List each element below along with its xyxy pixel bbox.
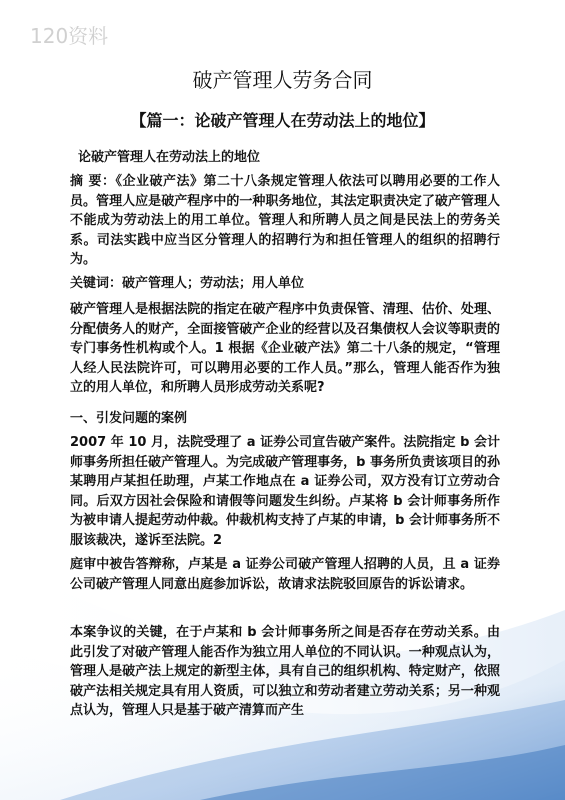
abstract-paragraph: 摘 要：《企业破产法》第二十八条规定管理人依法可以聘用必要的工作人员。管理人应是破产程序中的一种职务地位，其法定职责决定了破产管理人不能成为劳动法上的用工单位。管理人和所聘人员之间是民法上的劳务关系。司法实践中应当区分管理人的招聘行为和担任管理人的组织的招聘行为。 (70, 174, 500, 268)
keywords-paragraph: 关键词：破产管理人；劳动法；用人单位 (70, 276, 305, 291)
trial-paragraph: 庭审中被告答辩称，卢某是 a 证券公司破产管理人招聘的人员，且 a 证券公司破产管理人同意出庭参加诉讼，故请求法院驳回原告的诉讼请求。 (70, 557, 500, 592)
case-paragraph: 2007 年 10 月，法院受理了 a 证券公司宣告破产案件。法院指定 b 会计师事务所担任破产管理人。为完成破产管理事务，b 事务所负责该项目的孙某聘用卢某担任助理，卢某工作地点在 a 证券公司，双方没有订立劳动合同。后双方因社会保险和请假等问题发生纠纷。卢某将 b 会计师事务所作为被申请人提起劳动仲裁。仲裁机构支持了卢某的申请，b 会计师事务所不服该裁决，遂诉至法院。2 (70, 435, 500, 548)
section-heading: 一、引发问题的案例 (70, 411, 188, 426)
article-heading: 论破产管理人在劳动法上的地位 (78, 150, 261, 165)
intro-paragraph: 破产管理人是根据法院的指定在破产程序中负责保管、清理、估价、处理、分配债务人的财产，全面接管破产企业的经营以及召集债权人会议等职责的专门事务性机构或个人。1 根据《企业破产法》第二十八条的规定，“管理人经人民法院许可，可以聘用必要的工作人员。”那么，管理人能否作为独立的用人单位，和所聘人员形成劳动关系呢? (70, 302, 500, 396)
document-title: 破产管理人劳务合同 (192, 68, 373, 92)
section-subtitle: 【篇一：论破产管理人在劳动法上的地位】 (130, 111, 435, 130)
dispute-paragraph: 本案争议的关键，在于卢某和 b 会计师事务所之间是否存在劳动关系。由此引发了对破产管理人能否作为独立用人单位的不同认识。一种观点认为，管理人是破产法上规定的新型主体，具有自己的组织机构、特定财产，依照破产法相关规定具有用人资质，可以独立和劳动者建立劳动关系；另一种观点认为，管理人只是基于破产清算而产生 (70, 625, 500, 719)
watermark-logo: 120资料 (30, 24, 109, 48)
